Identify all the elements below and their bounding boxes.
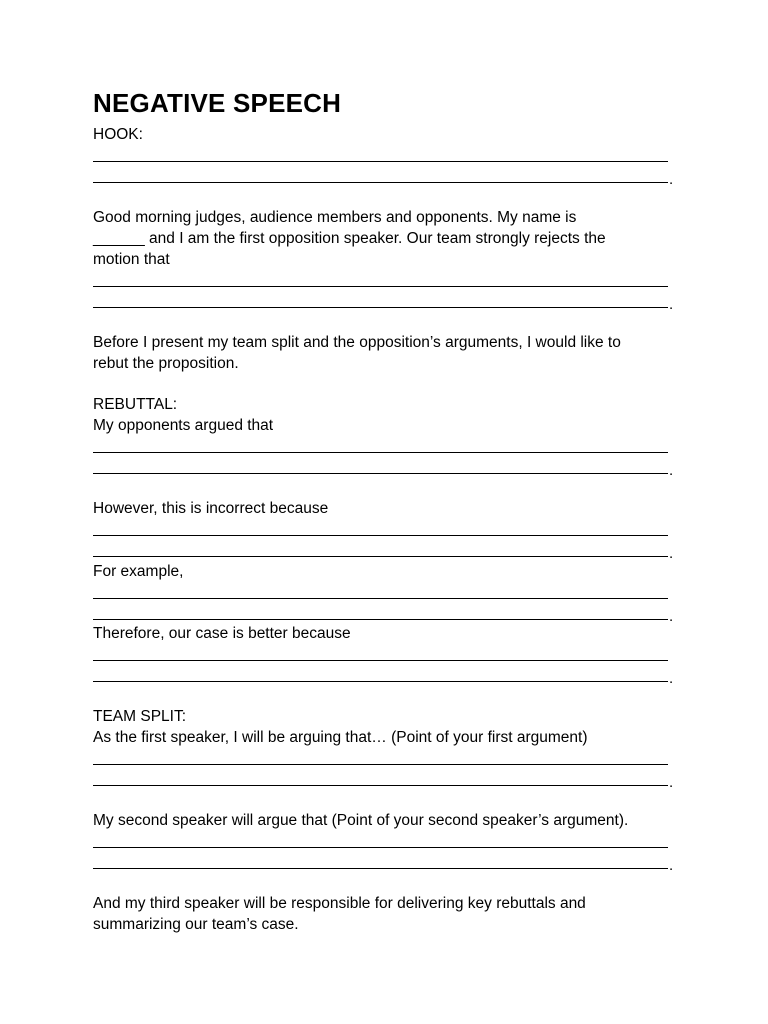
however-blank-line-2[interactable]	[93, 556, 668, 557]
first-speaker-blank-line-1[interactable]	[93, 764, 668, 765]
second-speaker-blank-line-1[interactable]	[93, 847, 668, 848]
therefore-text: Therefore, our case is better because	[93, 625, 351, 642]
line-end-period: .	[669, 608, 674, 625]
before-rebut-line-2: rebut the proposition.	[93, 355, 239, 372]
opponents-blank-line-1[interactable]	[93, 452, 668, 453]
line-end-period: .	[669, 670, 674, 687]
hook-blank-line-1[interactable]	[93, 161, 668, 162]
team-split-label: TEAM SPLIT:	[93, 708, 187, 725]
however-text: However, this is incorrect because	[93, 500, 329, 517]
line-end-period: .	[669, 296, 674, 313]
hook-label: HOOK:	[93, 126, 143, 143]
example-blank-line-2[interactable]	[93, 619, 668, 620]
rebuttal-label: REBUTTAL:	[93, 396, 178, 413]
third-speaker-line-1: And my third speaker will be responsible for delivering key rebuttals and	[93, 895, 586, 912]
therefore-blank-line-1[interactable]	[93, 660, 668, 661]
example-blank-line-1[interactable]	[93, 598, 668, 599]
therefore-blank-line-2[interactable]	[93, 681, 668, 682]
intro-line-3: motion that	[93, 251, 170, 268]
motion-blank-line-1[interactable]	[93, 286, 668, 287]
however-blank-line-1[interactable]	[93, 535, 668, 536]
second-speaker-text: My second speaker will argue that (Point of your second speaker’s argument).	[93, 812, 629, 829]
before-rebut-line-1: Before I present my team split and the opposition’s arguments, I would like to	[93, 334, 621, 351]
intro-line-2: ______ and I am the first opposition speaker. Our team strongly rejects the	[93, 230, 606, 247]
opponents-argued-text: My opponents argued that	[93, 417, 274, 434]
first-speaker-blank-line-2[interactable]	[93, 785, 668, 786]
first-speaker-text: As the first speaker, I will be arguing that… (Point of your first argument)	[93, 729, 588, 746]
intro-line-1: Good morning judges, audience members and opponents. My name is	[93, 209, 577, 226]
line-end-period: .	[669, 857, 674, 874]
page-title: NEGATIVE SPEECH	[93, 88, 342, 118]
second-speaker-blank-line-2[interactable]	[93, 868, 668, 869]
hook-blank-line-2[interactable]	[93, 182, 668, 183]
third-speaker-line-2: summarizing our team’s case.	[93, 916, 299, 933]
line-end-period: .	[669, 171, 674, 188]
for-example-text: For example,	[93, 563, 184, 580]
line-end-period: .	[669, 545, 674, 562]
opponents-blank-line-2[interactable]	[93, 473, 668, 474]
line-end-period: .	[669, 462, 674, 479]
line-end-period: .	[669, 774, 674, 791]
motion-blank-line-2[interactable]	[93, 307, 668, 308]
